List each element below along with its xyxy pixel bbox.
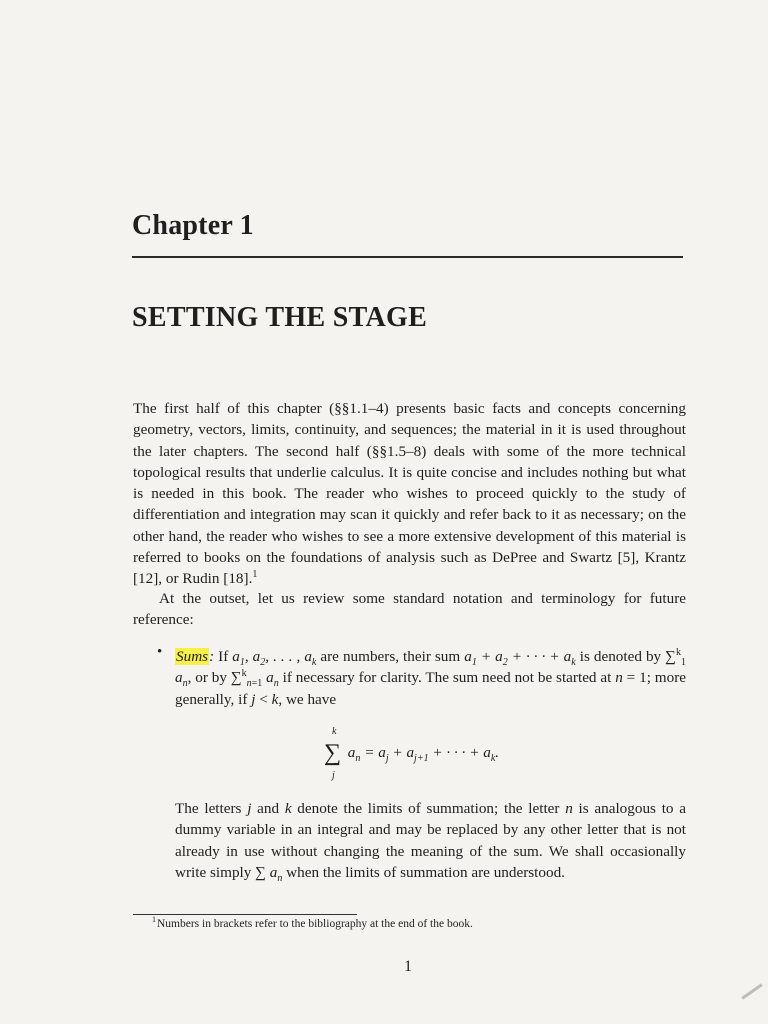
summation-symbol xyxy=(322,726,344,780)
sequence-expr: $a_1$, $a_2$, . . . , $a_k$ xyxy=(232,648,317,669)
n-equals-one: n xyxy=(615,669,623,687)
page-number: 1 xyxy=(404,958,412,975)
sums-definition: Sums: If $a_1$, $a_2$, . . . , $a_k$ are numbers, their sum $a_1 + a_2$ + · · · + $a_k$ is denoted by ∑$^k_1$ $a_n$, or by ∑$^k_{n=1}$ $a_n$ if necessary for clarity. The sum need not be started at n = 1; more generally, if j < k, we have xyxy=(175,646,686,708)
intro-paragraph-text: The first half of this chapter (§§1.1–4) presents basic facts and concepts concerning geometry, vectors, limits, continuity, and sequences; the material in it is used throughout the later chapters. The second half (§§1.5–8) deals with some of the more technical topological results that underlie calculus. It is quite concise and includes nothing but what is needed in this book. The reader who wishes to proceed quickly to the study of differentiation and integration may scan it quickly and refer back to it as necessary; on the other hand, the reader who wishes to see a more extensive development of this material is referred to books on the foundations of analysis such as DePree and Swartz [5], Krantz [12], or Rudin [18]. xyxy=(133,400,686,588)
sum-short-notation: ∑$^k_1$ $a_n$ xyxy=(175,646,686,690)
display-equation xyxy=(322,726,499,780)
summation-expansion: $a_n = a_j + a_{j+1}$ + · · · + $a_k$. xyxy=(347,744,500,765)
intro-paragraph xyxy=(133,398,686,590)
footnote-ref: 1 xyxy=(252,569,258,581)
limits-paragraph: The letters j and k denote the limits of summation; the letter n is analogous to a dummy variable in an integral and may be replaced by any other letter that is not already in use without changing the meaning of the sum. We shall occasionally write simply ∑ $a_n$ when the limits of summation are understood. xyxy=(175,800,686,884)
footnote xyxy=(152,915,473,930)
j-less-k: j xyxy=(251,690,256,708)
footnote-rule xyxy=(133,914,357,915)
sigma-icon: ∑ xyxy=(324,740,342,766)
sum-expr: $a_1 + a_2$ + · · · + $a_k$ xyxy=(464,648,576,669)
lower-limit: j xyxy=(332,770,335,781)
upper-limit: k xyxy=(332,726,337,737)
notation-paragraph: At the outset, let us review some standard notation and terminology for future reference: xyxy=(133,590,686,629)
scan-artifact xyxy=(741,983,762,999)
sum-simple-notation: ∑ $a_n$ xyxy=(255,863,283,884)
bullet-marker: • xyxy=(157,644,163,660)
chapter-rule xyxy=(132,256,683,258)
chapter-title: SETTING THE STAGE xyxy=(132,302,428,333)
sum-full-notation: ∑$^k_{n=1}$ $a_n$ xyxy=(230,668,279,690)
chapter-label: Chapter 1 xyxy=(132,210,254,241)
sums-heading-highlight: Sums xyxy=(176,648,209,665)
footnote-text: Numbers in brackets refer to the bibliography at the end of the book. xyxy=(157,918,473,930)
footnote-mark: 1 xyxy=(152,915,156,925)
